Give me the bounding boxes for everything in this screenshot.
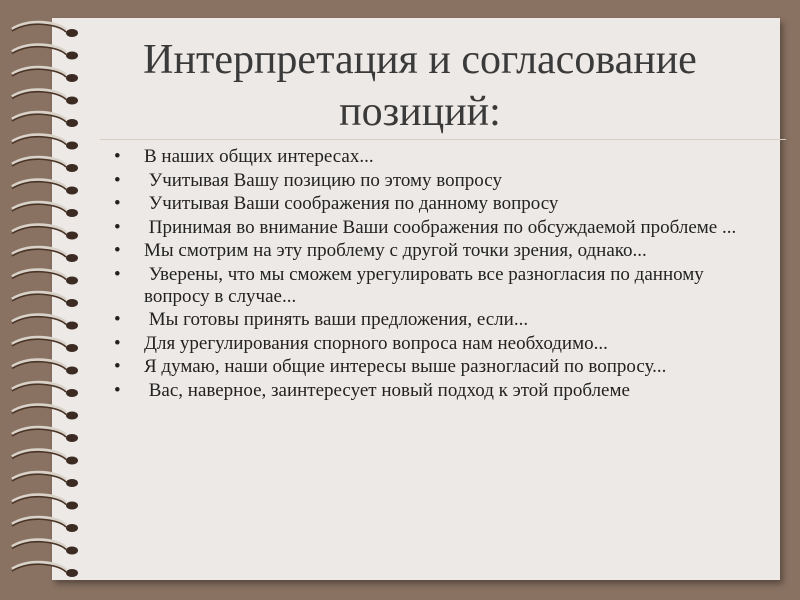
list-item-text: В наших общих интересах... [144, 146, 374, 167]
bullet-icon: • [114, 216, 121, 238]
spiral-ring-icon [12, 382, 78, 397]
spiral-ring-icon [12, 112, 78, 127]
bullet-icon: • [114, 193, 121, 214]
list-item-text: Уверены, что мы сможем урегулировать все разногласия по данному вопросу в случае... [144, 263, 709, 307]
spiral-ring-icon [12, 90, 78, 105]
list-item-text: Я думаю, наши общие интересы выше разногласий по вопросу... [144, 356, 667, 377]
spiral-ring-icon [12, 517, 78, 532]
spiral-ring-icon [12, 247, 78, 262]
list-item [114, 356, 764, 378]
list-item-text: Принимая во внимание Ваши соображения по обсуждаемой проблеме ... [144, 216, 737, 238]
list-item [114, 170, 764, 192]
spiral-ring-icon [12, 270, 78, 285]
spiral-ring-icon [12, 22, 78, 37]
bullet-list [114, 146, 764, 403]
bullet-icon: • [114, 146, 121, 167]
spiral-ring-icon [12, 495, 78, 510]
bullet-icon: • [114, 332, 121, 354]
spiral-ring-icon [12, 450, 78, 465]
slide-title-line-2: позиций: [339, 89, 501, 135]
list-item [114, 309, 764, 331]
spiral-ring-icon [12, 292, 78, 307]
spiral-ring-icon [12, 45, 78, 60]
spiral-ring-icon [12, 315, 78, 330]
slide-title-line-1: Интерпретация и согласование [143, 37, 697, 83]
bullet-icon: • [114, 169, 121, 191]
list-item [114, 264, 764, 308]
spiral-ring-icon [12, 180, 78, 195]
spiral-ring-icon [12, 540, 78, 555]
bullet-icon: • [114, 263, 121, 285]
spiral-ring-icon [12, 135, 78, 150]
spiral-ring-icon [12, 472, 78, 487]
list-item [114, 217, 764, 239]
list-item-text: Мы готовы принять ваши предложения, если... [144, 309, 529, 330]
slide-title [100, 34, 740, 138]
list-item [114, 240, 764, 262]
spiral-ring-icon [12, 202, 78, 217]
spiral-ring-icon [12, 67, 78, 82]
list-item [114, 380, 764, 402]
spiral-ring-icon [12, 157, 78, 172]
spiral-ring-icon [12, 337, 78, 352]
spiral-ring-icon [12, 360, 78, 375]
spiral-ring-icon [12, 427, 78, 442]
bullet-icon: • [114, 356, 121, 377]
spiral-ring-icon [12, 562, 78, 577]
list-item-text: Учитывая Ваши соображения по данному вопросу [144, 193, 559, 214]
bullet-icon: • [114, 240, 121, 261]
bullet-icon: • [114, 379, 121, 401]
list-item-text: Мы смотрим на эту проблему с другой точки зрения, однако... [144, 240, 647, 261]
list-item [114, 333, 764, 355]
spiral-ring-icon [12, 405, 78, 420]
list-item-text: Для урегулирования спорного вопроса нам необходимо... [144, 332, 608, 354]
bullet-icon: • [114, 309, 121, 330]
list-item [114, 193, 764, 215]
list-item [114, 146, 764, 168]
list-item-text: Учитывая Вашу позицию по этому вопросу [144, 169, 502, 191]
spiral-binding-icon [0, 0, 100, 600]
list-item-text: Вас, наверное, заинтересует новый подход к этой проблеме [144, 379, 630, 401]
spiral-ring-icon [12, 225, 78, 240]
title-divider [100, 139, 786, 140]
